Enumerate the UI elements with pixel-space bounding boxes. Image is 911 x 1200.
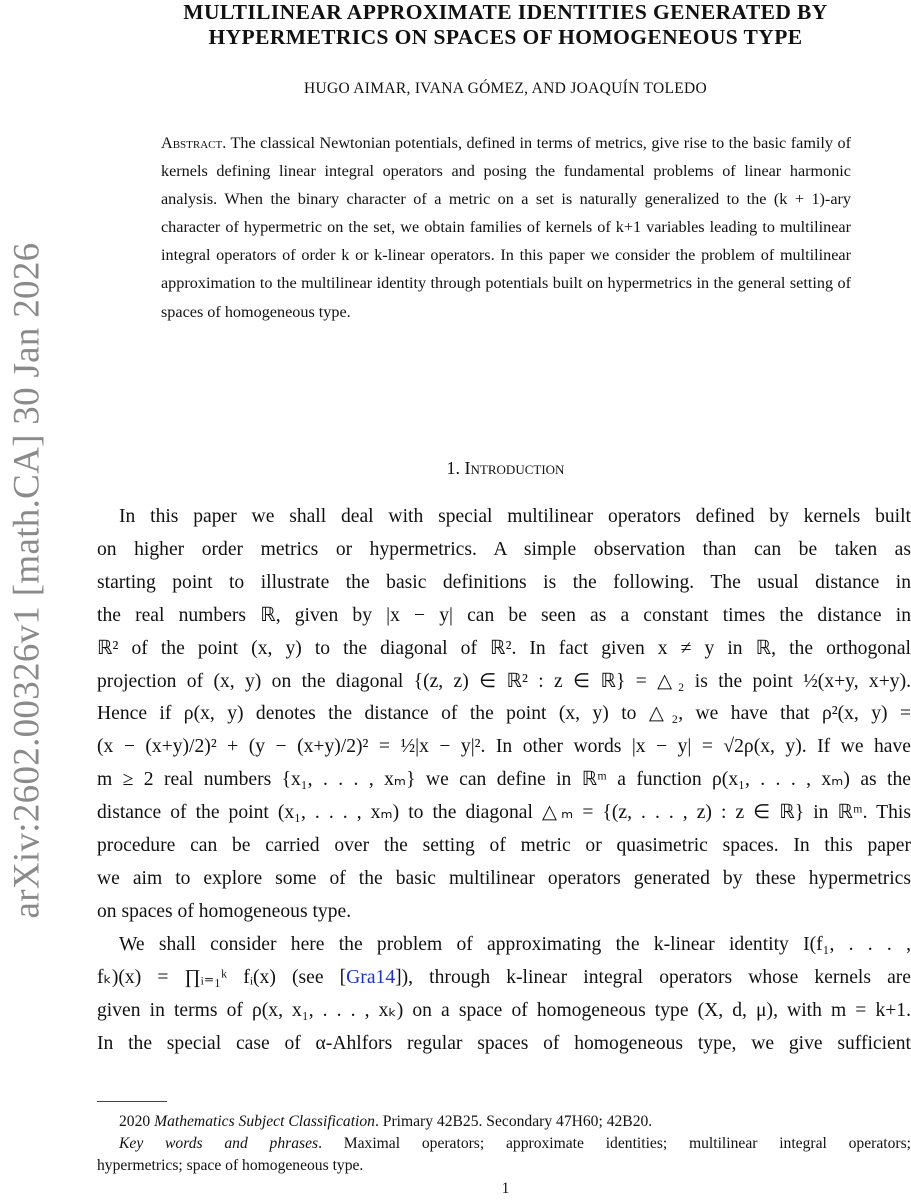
arxiv-identifier: arXiv:2602.00326v1 [math.CA] 30 Jan 2026 — [6, 242, 48, 918]
citation-prefix: fₖ)(x) = ∏ᵢ₌₁ᵏ fᵢ(x) (see [ — [97, 966, 347, 988]
body-line: We shall consider here the problem of approximating the k-linear identity I(f₁, . . . , — [119, 933, 911, 955]
keywords-label: Key words and phrases — [119, 1135, 319, 1152]
authors: HUGO AIMAR, IVANA GÓMEZ, AND JOAQUÍN TOLEDO — [304, 80, 707, 97]
section-title: Introduction — [464, 458, 565, 478]
footnote-keywords: Key words and phrases. Maximal operators; approximate identities; multilinear integral operators; — [119, 1135, 911, 1152]
body-line: the real numbers ℝ, given by |x − y| can be seen as a constant times the distance in — [97, 604, 911, 626]
abstract-label: Abstract. — [161, 134, 227, 152]
body-line: given in terms of ρ(x, x₁, . . . , xₖ) on a space of homogeneous type (X, d, μ), with m = k+1. — [97, 999, 911, 1021]
body-line: In the special case of α-Ahlfors regular spaces of homogeneous type, we give sufficient — [97, 1032, 911, 1054]
page-number: 1 — [501, 1180, 510, 1197]
body-line: Hence if ρ(x, y) denotes the distance of the point (x, y) to △₂, we have that ρ²(x, y) = — [97, 703, 911, 725]
footnote-msc: 2020 Mathematics Subject Classification. Primary 42B25. Secondary 47H60; 42B20. — [119, 1113, 653, 1130]
body-line: projection of (x, y) on the diagonal {(z, z) ∈ ℝ² : z ∈ ℝ} = △₂ is the point ½(x+y, x+y). — [97, 670, 911, 692]
body-line: m ≥ 2 real numbers {x₁, . . . , xₘ} we can define in ℝᵐ a function ρ(x₁, . . . , xₘ) as the — [97, 769, 911, 791]
body-line: on spaces of homogeneous type. — [97, 900, 352, 922]
citation-link-gra14[interactable]: Gra14 — [346, 966, 396, 988]
paper-title — [100, 0, 911, 50]
footnote-divider — [97, 1101, 167, 1102]
msc-codes: Primary 42B25. Secondary 47H60; 42B20. — [382, 1113, 653, 1130]
body-line: distance of the point (x₁, . . . , xₘ) to the diagonal △ₘ = {(z, . . . , z) : z ∈ ℝ} in ℝᵐ. This — [97, 802, 911, 824]
arxiv-stamp — [4, 230, 50, 930]
title-line-1: MULTILINEAR APPROXIMATE IDENTITIES GENERATED BY — [183, 0, 828, 24]
body-line: starting point to illustrate the basic definitions is the following. The usual distance in — [97, 571, 911, 593]
citation-suffix: ]), through k-linear integral operators whose kernels are — [395, 966, 911, 988]
abstract — [161, 129, 851, 326]
body-line: procedure can be carried over the setting of metric or quasimetric spaces. In this paper — [97, 835, 911, 857]
keywords-text: Maximal operators; approximate identities; multilinear integral operators; — [343, 1135, 911, 1152]
msc-year: 2020 — [119, 1113, 151, 1130]
body-line-with-citation — [97, 962, 911, 995]
title-line-2: HYPERMETRICS ON SPACES OF HOMOGENEOUS TYPE — [208, 25, 803, 49]
abstract-text: The classical Newtonian potentials, defined in terms of metrics, give rise to the basic family of kernels defining linear integral operators and posing the fundamental problems of linear harmonic analysis. When the binary character of a metric on a set is naturally generalized to the (k + 1)-ary character of hypermetric on the set, we obtain families of kernels of k+1 variables leading to multilinear integral operators of order k or k-linear operators. In this paper we consider the problem of multilinear approximation to the multilinear identity through potentials built on hypermetrics in the general setting of spaces of homogeneous type. — [161, 134, 851, 321]
section-heading — [100, 458, 911, 479]
footnotes — [97, 1111, 911, 1177]
body-line: ℝ² of the point (x, y) to the diagonal of ℝ². In fact given x ≠ y in ℝ, the orthogonal — [97, 637, 911, 659]
body-line: In this paper we shall deal with special multilinear operators defined by kernels built — [119, 506, 911, 527]
introduction-body — [97, 501, 911, 1060]
body-line: we aim to explore some of the basic multilinear operators generated by these hypermetrics — [97, 867, 911, 889]
body-line: on higher order metrics or hypermetrics. A simple observation than can be taken as — [97, 538, 911, 560]
msc-label: Mathematics Subject Classification — [154, 1113, 375, 1130]
body-line-equation: (x − (x+y)/2)² + (y − (x+y)/2)² = ½|x − y|². In other words |x − y| = √2ρ(x, y). If we have — [97, 736, 911, 758]
section-number: 1. — [446, 458, 461, 478]
footnote-keywords-cont: hypermetrics; space of homogeneous type. — [97, 1157, 364, 1174]
